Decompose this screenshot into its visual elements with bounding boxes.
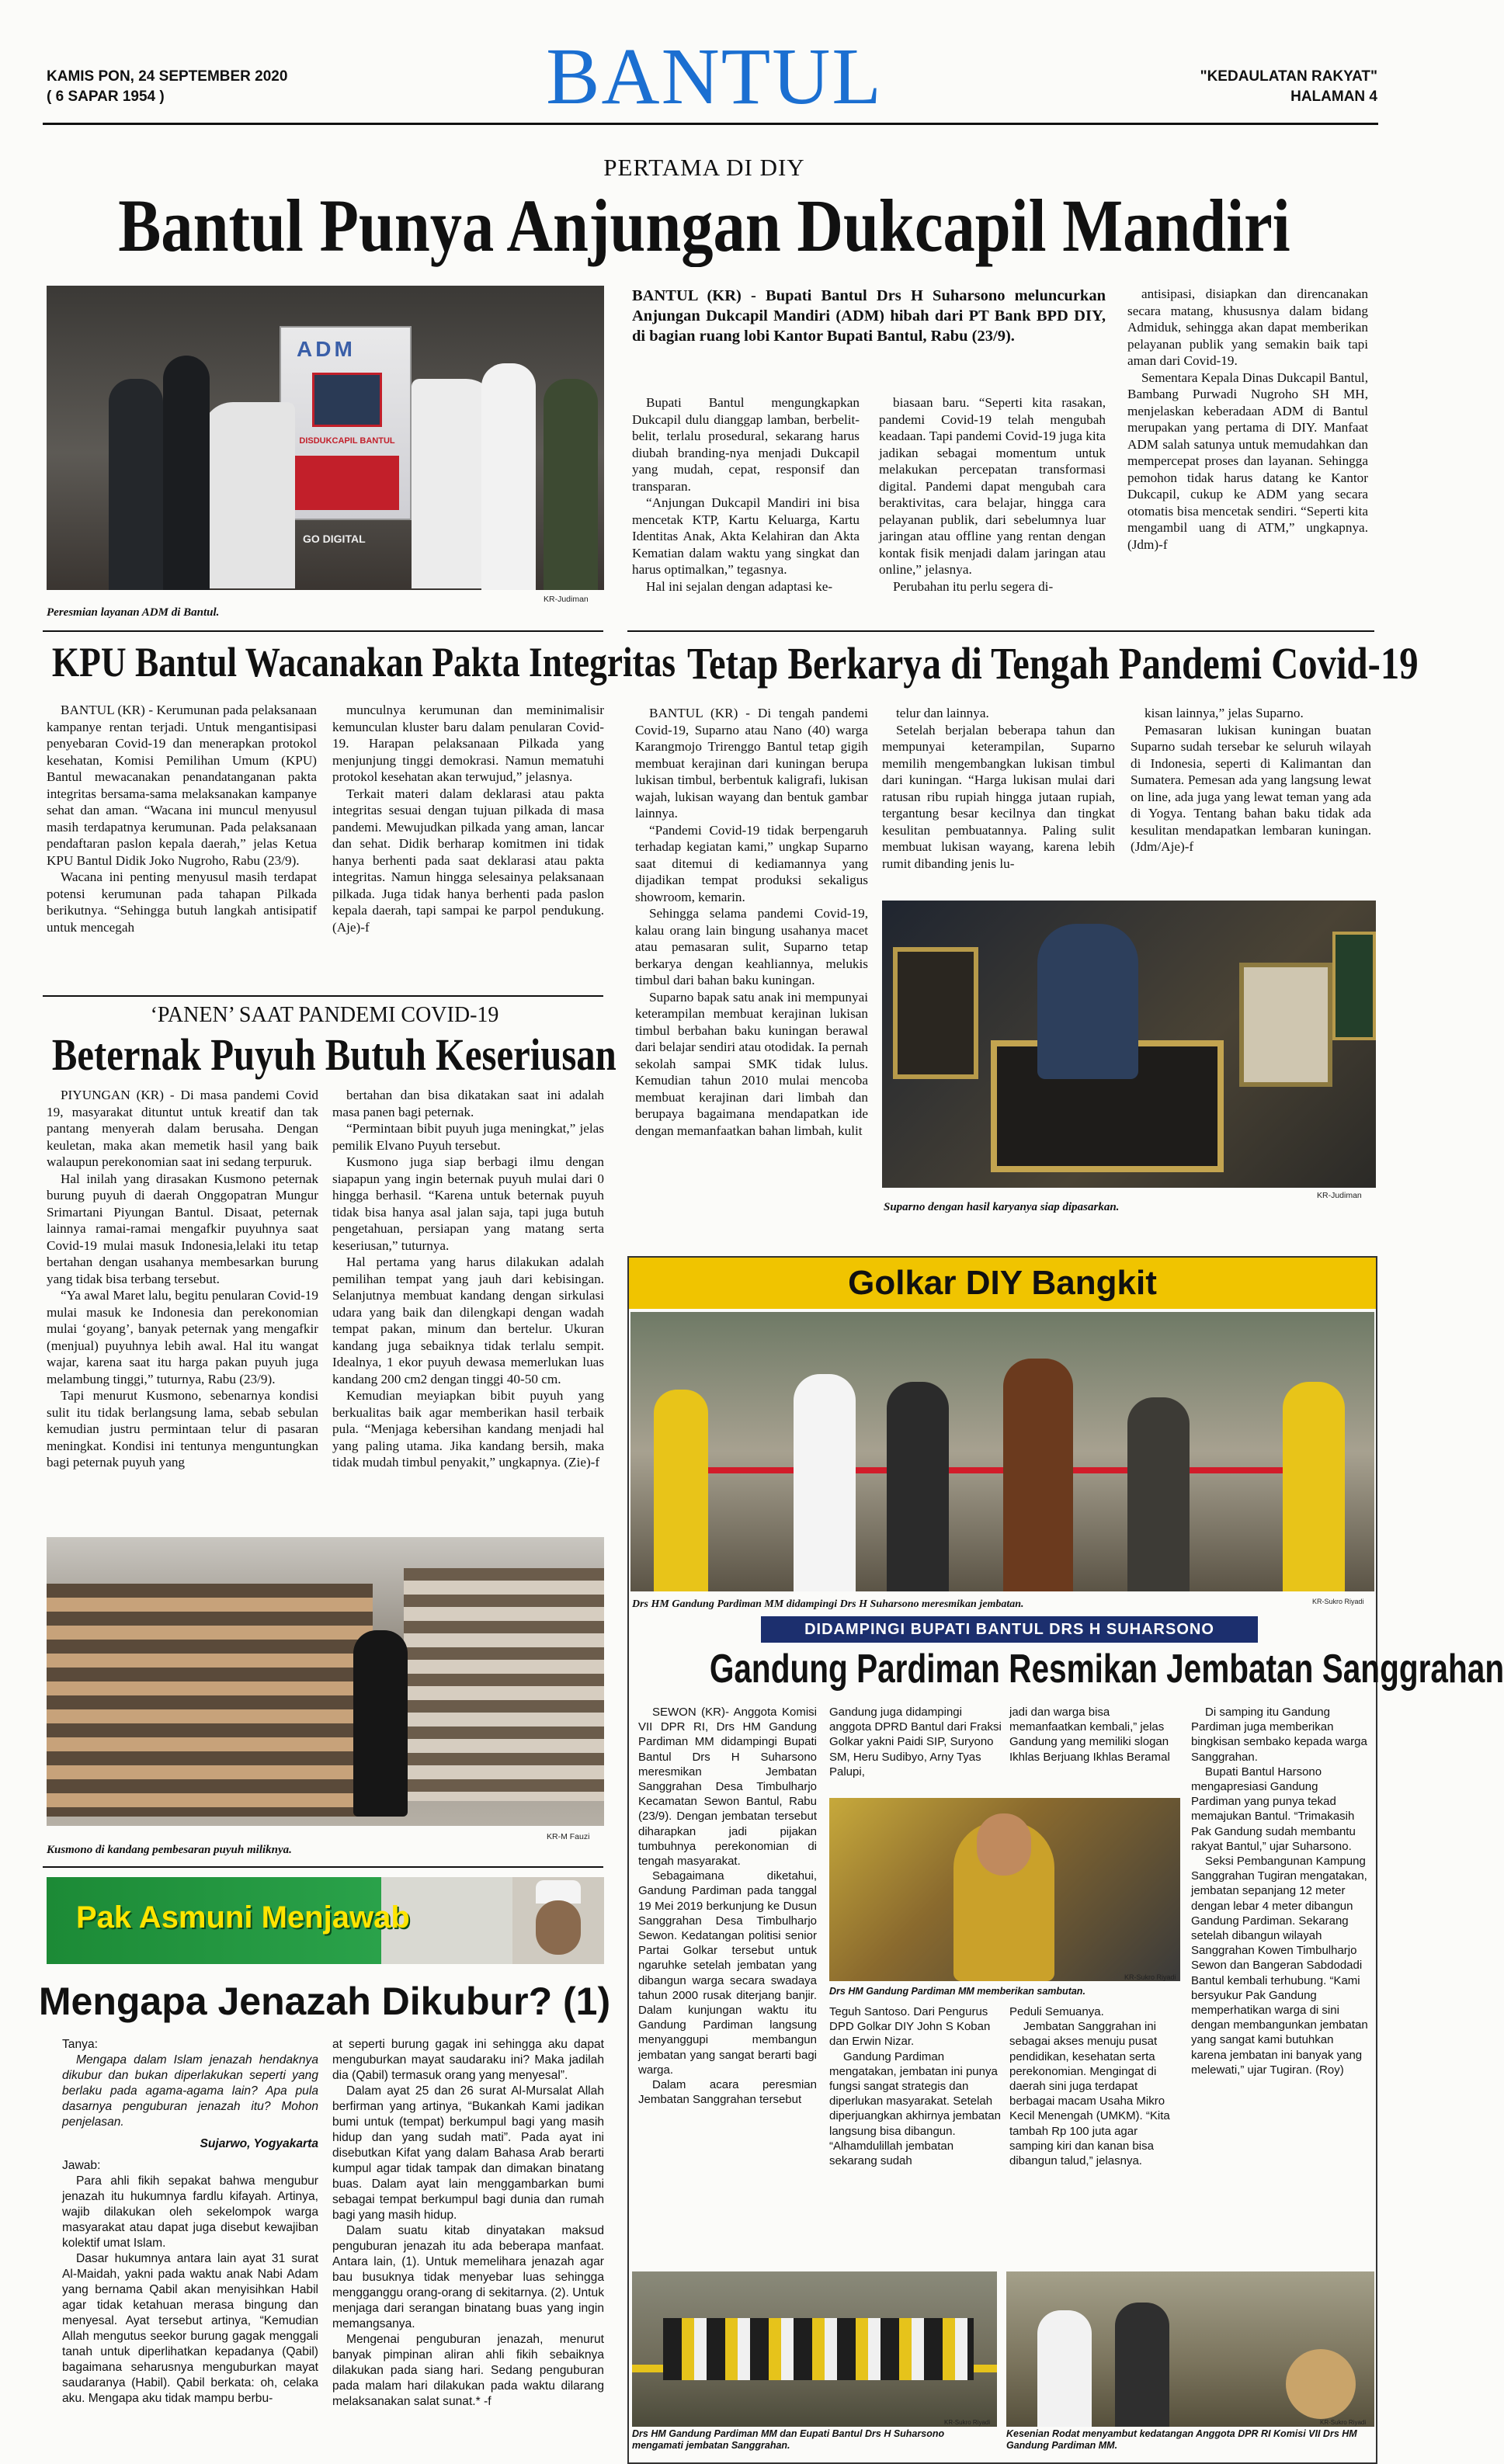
brass-art-4 — [1332, 932, 1376, 1040]
golkar-bottom-right-photo — [1006, 2271, 1374, 2427]
artisan — [1037, 924, 1138, 1079]
golkar-headline: Gandung Pardiman Resmikan Jembatan Sanggrahan — [709, 1647, 1504, 1692]
puyuh-col1: PIYUNGAN (KR) - Di masa pandemi Covid 19, masyarakat dituntut untuk kreatif dan tak pantang menyerah dalam berusaha. Dengan keuletan, maka akan memetik hasil yang baik walaupun perekonomian saat ini sedang terpuruk. Hal inilah yang dirasakan Kusmono peternak burung puyuh di daerah Onggopatran Mungur Srimartani Piyungan Bantul. Disaat, peternak lainnya ramai-ramai mengafkir puyuhnya saat Covid-19 mulai masuk Indonesia,lelaki itu tetap bertahan dengan usahanya membesarkan burung yang tidak bisa terbang tersebut. “Ya awal Maret lalu, begitu penularan Covid-19 mulai masuk ke Indonesia dan perekonomian mulai ‘goyang’, banyak peternak yang mengafkir (menjual) puyuhnya lebih awal. Hal itu wangat wajar, karena saat itu harga pakan puyuh juga melambung tinggi,” tuturnya, Rabu (23/9). Tapi menurut Kusmono, sebenarnya kondisi sulit itu tidak berlangsung lama, sebab sebulan kemudian justru permintaan telur di pasaran meningkat. Kondisi ini tentunya menguntungkan bagi peternak puyuh yang — [47, 1088, 318, 1470]
lead-photo — [47, 286, 604, 590]
masthead-title: BANTUL — [546, 32, 883, 121]
tetap-photo-caption: Suparno dengan hasil karyanya siap dipasarkan. — [884, 1201, 1120, 1213]
golkar-inner-caption: Drs HM Gandung Pardiman MM memberikan sambutan. — [829, 1986, 1085, 1997]
tetap-photo-credit: KR-Judiman — [1317, 1191, 1362, 1200]
adm-screen — [312, 373, 382, 427]
golkar-kicker: DIDAMPINGI BUPATI BANTUL DRS H SUHARSONO — [804, 1621, 1214, 1638]
golkar-col3a: jadi dan warga bisa memanfaatkan kembali,” jelas Gandung yang memiliki slogan Ikhlas Berjuang Ikhlas Beramal — [1009, 1706, 1170, 1764]
adm-label: DISDUKCAPIL BANTUL — [299, 436, 395, 446]
masthead-rule — [43, 123, 1378, 125]
golkar-banner — [629, 1258, 1376, 1309]
lead-kicker: PERTAMA DI DIY — [603, 154, 805, 181]
guest-5 — [1127, 1397, 1190, 1591]
person-2 — [163, 356, 210, 590]
golkar-banner-title: Golkar DIY Bangkit — [848, 1264, 1157, 1302]
masthead-paper: "KEDAULATAN RAKYAT" — [1200, 68, 1377, 85]
tetap-col1: BANTUL (KR) - Di tengah pandemi Covid-19, Suparno atau Nano (40) warga Karangmojo Trirenggo Bantul tetap gigih membuat kerajinan dari kuningan berupa lukisan timbul, berbentuk kaligrafi, lukisan wajah, lukisan wayang dan bentuk gambar lainnya. “Pandemi Covid-19 tidak berpengaruh terhadap kegiatan kami,” ungkap Suparno saat ditemui di kediamannya yang dijadikan tempat produksi sekaligus showroom, kemarin. Sehingga selama pandemi Covid-19, kalau orang lain bingung usahanya macet atau pemasaran sulit, Suparno tetap berkarya dengan keahliannya, melukis timbul dari bahan baku kuningan. Suparno bapak satu anak ini mempunyai keterampilan membuat kerajinan lukisan timbul berbahan baku kuningan berawal dari belajar sendiri atau otodidak. Ia pernah sekolah sampai SMK tidak lulus. Kemudian tahun 2010 mulai mencoba membuat kerajinan dari limbah dan berupaya bagaimana mendapatkan ide dengan memanfaatkan bahan limbah, kulit — [635, 706, 868, 1138]
masthead-hijri: ( 6 SAPAR 1954 ) — [47, 88, 165, 105]
golkar-bottom-left-photo — [632, 2271, 997, 2427]
rule-lead-bottom-left — [43, 630, 603, 632]
asmuni-banner-title: Pak Asmuni Menjawab — [76, 1900, 410, 1935]
golkar-inner-photo — [829, 1798, 1180, 1981]
golkar-main-caption: Drs HM Gandung Pardiman MM didampingi Drs H Suharsono meresmikan jembatan. — [632, 1598, 1024, 1610]
kpu-col1: BANTUL (KR) - Kerumunan pada pelaksanaan kampanye rentan terjadi. Untuk mengantisipasi penyebaran Covid-19 dan menerapkan protokol kesehatan, Komisi Pemilihan Umum (KPU) Bantul mewacanakan penandatanganan pakta integritas bersama-sama melaksanakan kampanye sehat dan aman. “Wacana ini muncul menyusul masih terdapatnya kerumunan. Pada pelaksanaan pendaftaran paslon kepala daerah,” jelas Ketua KPU Bantul Didik Joko Nugroho, Rabu (23/9). Wacana ini penting menyusul masih terdapat potensi kerumunan pada tahapan Pilkada berikutnya. “Sehingga butuh langkah antisipatif untuk mencegah — [47, 703, 317, 935]
asmuni-question: Mengapa dalam Islam jenazah hendaknya dikubur dan bukan diperlakukan seperti yang berlaku pada agama-agama lain? Apa pula dasarnya penguburan jenazah itu? Mohon penjelasan. — [62, 2053, 318, 2129]
masthead-page: HALAMAN 4 — [1290, 88, 1377, 105]
rodat-drum — [1286, 2349, 1356, 2419]
asmuni-face — [536, 1900, 581, 1955]
rodat-performer-1 — [1037, 2310, 1092, 2427]
asmuni-question-label: Tanya: — [62, 2038, 98, 2051]
puyuh-photo-credit: KR-M Fauzi — [547, 1832, 590, 1841]
adm-sign: ADM — [297, 337, 356, 361]
puyuh-kicker: ‘PANEN’ SAAT PANDEMI COVID-19 — [150, 1003, 499, 1027]
crowd — [663, 2318, 974, 2380]
asmuni-headline: Mengapa Jenazah Dikubur? (1) — [38, 1980, 611, 2023]
person-4 — [544, 379, 598, 590]
puyuh-photo-caption: Kusmono di kandang pembesaran puyuh miliknya. — [47, 1844, 292, 1856]
lead-intro: BANTUL (KR) - Bupati Bantul Drs H Suharsono meluncurkan Anjungan Dukcapil Mandiri (ADM) hibah dari PT Bank BPD DIY, di bagian ruang lobi Kantor Bupati Bantul, Rabu (23/9). — [632, 287, 1106, 345]
guest-4 — [1003, 1359, 1073, 1591]
person-3 — [481, 363, 536, 590]
golkar-main-photo — [630, 1312, 1374, 1591]
golkar-col1: SEWON (KR)- Anggota Komisi VII DPR RI, Drs HM Gandung Pardiman MM didampingi Bupati Bantul Drs H Suharsono meresmikan Jembatan Sanggrahan Desa Timbulharjo Kecamatan Sewon Bantul, Rabu (23/9). Dengan jembatan tersebut diharapkan jadi pijakan tumbuhnya perekonomian di tengah masyarakat. Sebagaimana diketahui, Gandung Pardiman pada tanggal 19 Mei 2019 berkunjung ke Dusun Sanggrahan Desa Timbulharjo Sewon. Kedatangan politisi senior Partai Golkar tersebut untuk ngaruhke setelah jembatan yang dibangun warga secara swadaya tahun 2000 rusak diterjang banjir. Dalam kunjungan waktu itu Gandung Pardiman langsung menyanggupi membangun jembatan yang sangat berarti bagi warga. Dalam acara peresmian Jembatan Sanggrahan tersebut — [638, 1706, 817, 2107]
lead-col2: biasaan baru. “Seperti kita rasakan, pandemi Covid-19 telah mengubah keadaan. Tapi pandemi Covid-19 juga kita jadikan sebagai momentum untuk melakukan percepatan transformasi digital. Pandemi dapat mengubah cara beraktivitas, cara belajar, hingga cara pelayanan publik, dari sebelumnya luar jaringan atau offline yang rentan dengan kontak fisik menjadi dalam jaringan atau online,” jelasnya. Perubahan itu perlu segera di- — [879, 395, 1106, 594]
cage-rows — [47, 1584, 373, 1817]
lead-col3: antisipasi, disiapkan dan direncanakan secara matang, khususnya dalam bidang Admiduk, sehingga akan dapat memberikan pelayanan publik yang semakin baik tapi aman dari Covid-19. Sementara Kepala Dinas Dukcapil Bantul, Bambang Purwadi Nugroho SH MH, menjelaskan keberadaan ADM di Bantul merupakan yang pertama di DIY. Manfaat ADM salah satunya untuk memudahkan dan mempercepat proses dan layanan. Sehingga pemohon tidak harus datang ke Kantor Dukcapil, cukup ke ADM yang secara otomatis bisa mencetak sendiri. “Seperti kita mengambil uang di ATM,” ungkapnya. (Jdm)-f — [1127, 286, 1368, 552]
golkar-kicker-bar — [761, 1616, 1258, 1643]
brass-art-3 — [1239, 963, 1332, 1087]
farmer — [353, 1630, 408, 1817]
speaker-face — [977, 1813, 1031, 1876]
lead-headline: Bantul Punya Anjungan Dukcapil Mandiri — [118, 184, 1290, 267]
puyuh-headline: Beternak Puyuh Butuh Keseriusan — [51, 1029, 617, 1080]
cloth-left — [202, 402, 295, 588]
rule-puyuh-bottom — [43, 1866, 603, 1868]
adm-go-digital: GO DIGITAL — [303, 533, 366, 545]
tetap-col3: kisan lainnya,” jelas Suparno. Pemasaran lukisan kuningan buatan Suparno sudah tersebar ke seluruh wilayah di Indonesia, seperti di Kalimantan dan Sumatera. Pemesan ada yang langsung lewat on line, ada juga yang lewat teman yang ada di Yogya. Tentang bahan baku tidak ada kesulitan mendapatkan lembaran kuningan. (Jdm/Aje)-f — [1131, 706, 1371, 854]
asmuni-asker: Sujarwo, Yogyakarta — [200, 2137, 318, 2150]
asmuni-banner — [47, 1877, 604, 1964]
kpu-headline: KPU Bantul Wacanakan Pakta Integritas — [51, 639, 676, 685]
golkar-col4: Di samping itu Gandung Pardiman juga memberikan bingkisan sembako kepada warga Sanggrahan. Bupati Bantul Harsono mengapresiasi Gandung Pardiman yang punya tekad memajukan Bantul. “Trimakasih Pak Gandung sudah membantu rakyat Bantul,” ujar Suharsono. Seksi Pembangunan Kampung Sanggrahan Tugiran mengatakan, jembatan sepanjang 12 meter dengan lebar 4 meter dibangun Gandung Pardiman. Sekarang setelah dibangun wilayah Sanggrahan Kowen Timbulharjo Sewon dan Bangeran Sabdodadi Bantul kembali terhubung. “Kami bersyukur Pak Gandung memperhatikan warga di sini dengan membangunkan jembatan yang sangat kami butuhkan karena jembatan ini banyak yang melewati,” ujar Tugiran. (Roy) — [1191, 1706, 1368, 2077]
tetap-photo — [882, 901, 1376, 1188]
rodat-performer-2 — [1115, 2303, 1169, 2427]
guest-1 — [654, 1390, 708, 1591]
golkar-main-credit: KR-Sukro Riyadi — [1312, 1598, 1364, 1605]
brass-art-1 — [893, 947, 978, 1079]
asmuni-col2: at seperti burung gagak ini sehingga aku dapat menguburkan mayat saudaraku ini? Maka jadilah dia (Qabil) termasuk orang yang menyesal”. Dalam ayat 25 dan 26 surat Al-Mursalat Allah berfirman yang artinya, “Bukankah Kami jadikan bumi untuk (tempat) berkumpul bagi yang masih hidup dan yang sudah mati”. Pada ayat ini disebutkan Kifat yang dalam Bahasa Arab berarti kumpul agar tidak tampak dan dimakan binatang buas. Dalam ayat lain menggambarkan bumi sebagai tempat berkumpul bagi dunia dan rumah bagi yang masih hidup. Dalam suatu kitab dinyatakan maksud penguburan jenazah itu ada beberapa manfaat. Antara lain, (1). Untuk memelihara jenazah agar bau busuknya tidak menyebar luas sehingga mengganggu orang-orang di sekitarnya. (2). Untuk menjaga dari serangan binatang buas yang ingin memangsanya. Mengenai penguburan jenazah, menurut banyak pimpinan aliran ahli fikih sebaiknya dilakukan pada siang hari. Sedang penguburan pada malam hari dilakukan pada waktu dilarang melaksanakan salat sunat.* -f — [332, 2038, 604, 2408]
golkar-bottom-left-caption: Drs HM Gandung Pardiman MM dan Eupati Bantul Drs H Suharsono mengamati jembatan Sanggrahan. — [632, 2428, 945, 2451]
cage-rows-right — [404, 1568, 604, 1801]
golkar-bottom-right-credit: KR-Sukro Riyadi — [1320, 2419, 1367, 2426]
rule-kpu-bottom — [43, 995, 603, 997]
adm-base — [295, 456, 399, 510]
golkar-bottom-right-caption: Kesenian Rodat menyambut kedatangan Anggota DPR RI Komisi VII Drs HM Gandung Pardiman MM. — [1006, 2428, 1357, 2451]
guest-2 — [794, 1374, 856, 1591]
asmuni-col1: Tanya: Mengapa dalam Islam jenazah hendaknya dikubur dan bukan diperlakukan seperti yang berlaku pada agama-agama lain? Apa pula dasarnya penguburan jenazah itu? Mohon penjelasan. Sujarwo, Yogyakarta Jawab: Para ahli fikih sepakat bahwa mengubur jenazah itu hukumnya fardlu kifayah. Artinya, wajib dilakukan oleh sekelompok warga masyarakat atau dapat juga disebut kewajiban kolektif umat Islam. Dasar hukumnya antara lain ayat 31 surat Al-Maidah, yakni pada waktu anak Nabi Adam yang bernama Qabil akan menyisihkan Habil agar tidak ketahuan merasa bingung dan menyesal. Ayat tersebut artinya, “Kemudian Allah mengutus seekor burung gagak menggali tanah untuk diperlihatkan kepadanya (Qabil) bagaimana seharusnya menguburkan mayat saudaranya (Habil). Qabil berkata: oh, celaka aku. Mengapa aku tidak mampu berbu- — [62, 2038, 318, 2405]
golkar-col2b: Teguh Santoso. Dari Pengurus DPD Golkar DIY John S Koban dan Erwin Nizar. Gandung Pardiman mengatakan, jembatan ini punya fungsi sangat strategis dan diperlukan masyarakat. Setelah diperjuangkan akhirnya jembatan langsung bisa dibangun. “Alhamdulillah jembatan sekarang sudah — [829, 2005, 1001, 2168]
masthead-date: KAMIS PON, 24 SEPTEMBER 2020 — [47, 68, 288, 85]
puyuh-photo — [47, 1537, 604, 1826]
golkar-bottom-left-credit: KR-Sukro Riyadi — [944, 2419, 991, 2426]
guest-6 — [1283, 1382, 1345, 1591]
golkar-col3b: Peduli Semuanya. Jembatan Sanggrahan ini sebagai akses menuju pusat pendidikan, kesehatan serta perekonomian. Mengingat di daerah sini juga terdapat berbagai macam Usaha Mikro Kecil Menengah (UMKM). “Kita tambah Rp 100 juta agar samping kiri dan kanan bisa dibangun talud,” jelasnya. — [1009, 2005, 1170, 2168]
golkar-inner-credit: KR-Sukro Riyadi — [1124, 1973, 1176, 1981]
lead-photo-credit: KR-Judiman — [544, 595, 589, 604]
puyuh-col2: bertahan dan bisa dikatakan saat ini adalah masa panen bagi peternak. “Permintaan bibit puyuh juga meningkat,” jelas pemilik Elvano Puyuh tersebut. Kusmono juga siap berbagi ilmu dengan siapapun yang ingin beternak puyuh mulai dari 0 hingga berhasil. “Karena untuk beternak puyuh tidak bisa hanya asal jalan saja, tapi juga butuh pengetahuan, persiapan yang matang serta keseriusan,” tuturnya. Hal pertama yang harus dilakukan adalah pemilihan tempat yang jauh dari kebisingan. Selanjutnya membuat kandang dengan sirkulasi udara yang baik dan dilengkapi dengan wadah tempat pakan, minum dan bertelur. Ukuran kandang juga sebaiknya tidak terlalu sempit. Idealnya, 1 ekor puyuh dewasa memerlukan luas kandang 200 cm2 dengan tinggi 40-50 cm. Kemudian meyiapkan bibit puyuh yang berkualitas baik agar memberikan hasil terbaik pula. “Menjaga kebersihan kandang menjadi hal yang paling utama. Jika kandang bersih, maka tidak mudah timbul penyakit,” ungkapnya. (Zie)-f — [332, 1088, 604, 1470]
lead-col1: Bupati Bantul mengungkapkan Dukcapil dulu dianggap lamban, berbelit-belit, terlalu prosedural, sekarang harus diubah branding-nya menjadi Dukcapil yang mudah, cepat, responsif dan transparan. “Anjungan Dukcapil Mandiri ini bisa mencetak KTP, Kartu Keluarga, Kartu Identitas Anak, Akta Kelahiran dan Akta Kematian dalam waktu yang singkat dan harus optimalkan,” tegasnya. Hal ini sejalan dengan adaptasi ke- — [632, 395, 860, 594]
golkar-col2a: Gandung juga didampingi anggota DPRD Bantul dari Fraksi Golkar yakni Paidi SIP, Suryono SM, Heru Sudibyo, Arny Tyas Palupi, — [829, 1706, 1002, 1779]
tetap-headline: Tetap Berkarya di Tengah Pandemi Covid-19 — [686, 638, 1419, 689]
asmuni-answer-label: Jawab: — [62, 2159, 101, 2172]
rule-lead-bottom-right — [627, 630, 1374, 632]
lead-photo-caption: Peresmian layanan ADM di Bantul. — [47, 606, 220, 619]
person-1 — [109, 379, 163, 590]
guest-3 — [887, 1382, 949, 1591]
tetap-col2: telur dan lainnya. Setelah berjalan beberapa tahun dan mempunyai keterampilan, Suparno memilih mengembangkan lukisan timbul dari kuningan. “Harga lukisan mulai dari ratusan ribu rupiah hingga jutaan rupiah, tergantung besar kecilnya dan tingkat kesulitan pembuatannya. Paling sulit membuat lukisan wayang, karena lebih rumit dibanding jenis lu- — [882, 706, 1115, 871]
adm-machine — [280, 326, 412, 520]
kpu-col2: munculnya kerumunan dan meminimalisir kemunculan kluster baru dalam penularan Covid-19. Harapan pelaksanaan Pilkada yang menjunjung tinggi demokrasi. Namun mematuhi protokol kesehatan akan terwujud,” jelasnya. Terkait materi dalam deklarasi atau pakta integritas sesuai dengan tujuan pilkada di masa pandemi. Mewujudkan pilkada yang aman, lancar dan sehat. Didik berharap komitmen ini tidak hanya berhenti pada saat deklarasi atau pakta integritas. Namun hingga selesainya pelaksanaan pilkada. Juga tidak hanya berhenti pada paslon kepala daerah, tapi sampai ke parpol pendukung. (Aje)-f — [332, 703, 604, 935]
asmuni-portrait — [512, 1877, 604, 1964]
